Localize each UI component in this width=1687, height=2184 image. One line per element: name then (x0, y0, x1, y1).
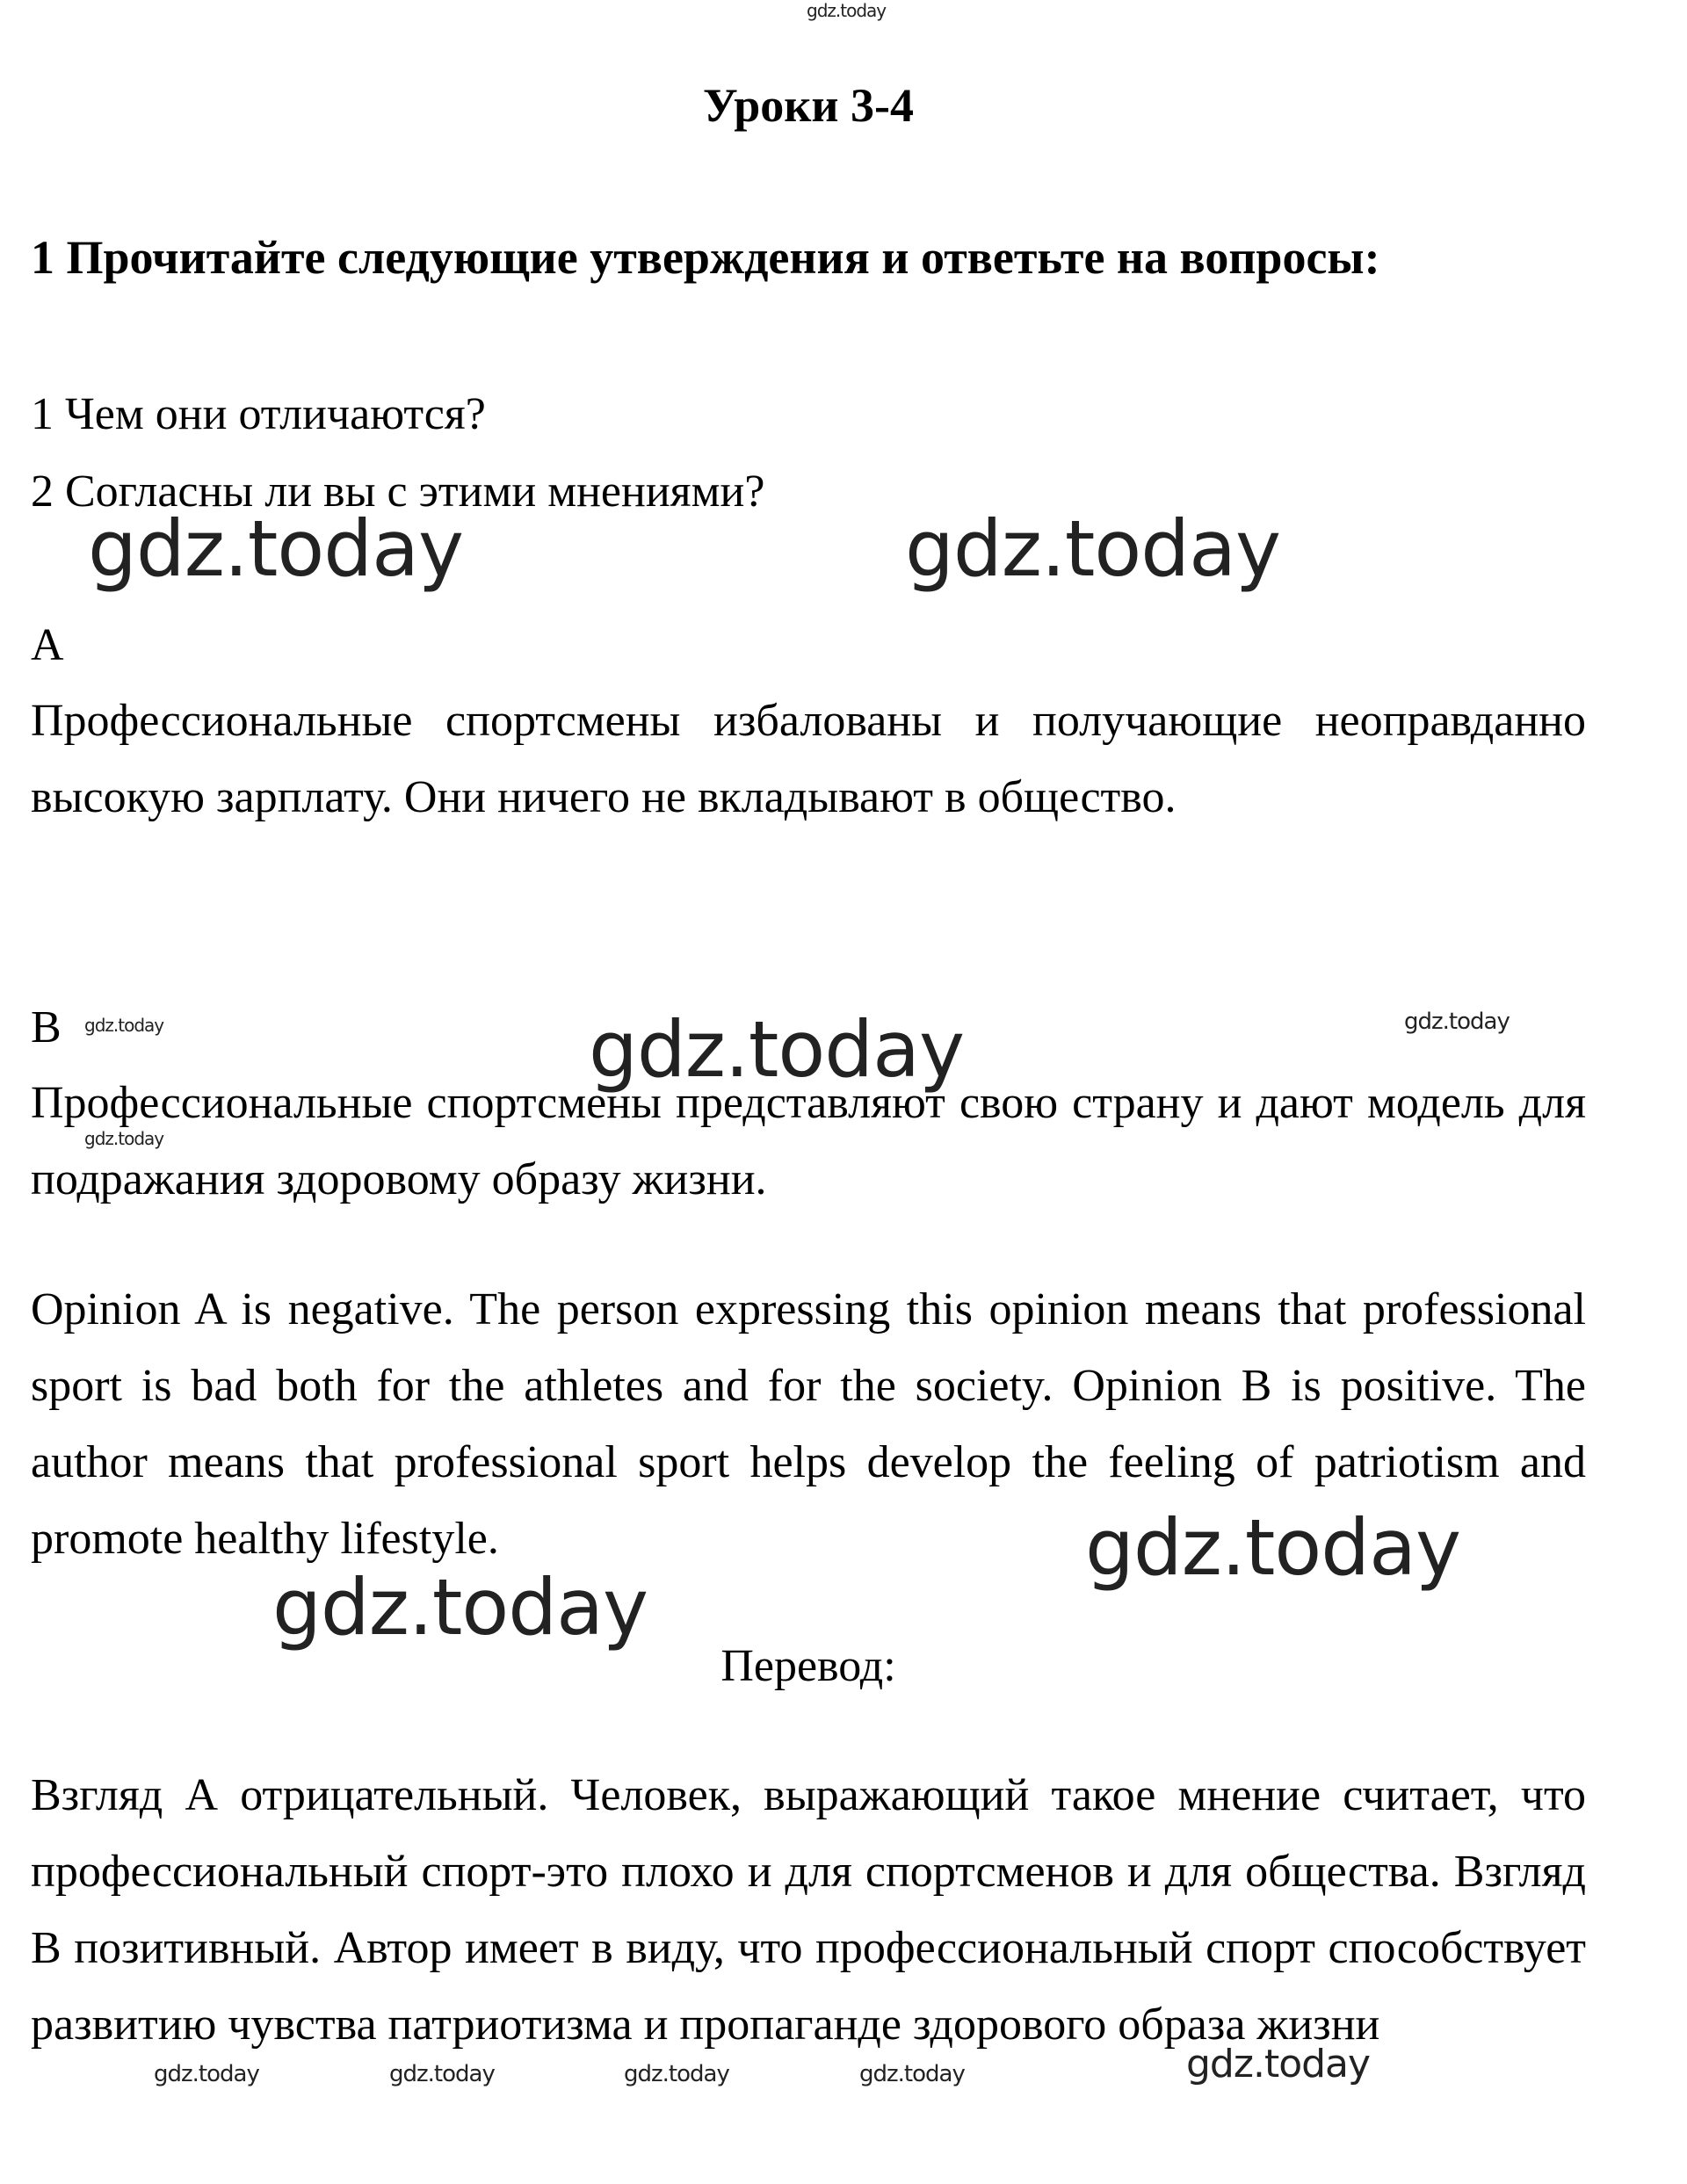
watermark: gdz.today (154, 2061, 259, 2087)
header-watermark: gdz.today (807, 0, 887, 21)
watermark: gdz.today (84, 1015, 164, 1036)
opinion-b-text: Профессиональные спортсмены представляют свою страну и дают модель для подражания здоровому образу жизни. (31, 1078, 1586, 1204)
watermark: gdz.today (1085, 1502, 1461, 1593)
page-title: Уроки 3-4 (703, 79, 914, 132)
answer-english: Opinion A is negative. The person expressing this opinion means that professional sport is bad both for the athletes and for the society. Opinion B is positive. The author means that professional sport helps develop the feeling of patriotism and promote healthy lifestyle. (31, 1284, 1586, 1564)
watermark: gdz.today (905, 503, 1281, 594)
translation-russian: Взгляд А отрицательный. Человек, выражающий такое мнение считает, что профессиональный спорт-это плохо и для спортсменов и для общества. Взгляд В позитивный. Автор имеет в виду, что профессиональный спорт способствует развитию чувства патриотизма и пропаганде здорового образа жизни (31, 1770, 1586, 2050)
translation-heading: Перевод: (720, 1641, 896, 1691)
watermark: gdz.today (88, 503, 464, 594)
watermark: gdz.today (1404, 1009, 1510, 1035)
opinion-a-label: А (31, 620, 64, 670)
watermark: gdz.today (272, 1562, 648, 1652)
watermark: gdz.today (624, 2061, 729, 2087)
watermark: gdz.today (389, 2061, 495, 2087)
question-2: 2 Согласны ли вы с этими мнениями? (31, 466, 765, 517)
watermark: gdz.today (859, 2061, 965, 2087)
question-1: 1 Чем они отличаются? (31, 389, 486, 439)
watermark: gdz.today (589, 1004, 965, 1095)
opinion-a-text: Профессиональные спортсмены избалованы и получающие неоправданно высокую зарплату. Они ничего не вкладывают в общество. (31, 696, 1586, 822)
task-heading: 1 Прочитайте следующие утверждения и ответьте на вопросы: (31, 231, 1380, 284)
watermark: gdz.today (84, 1128, 164, 1149)
watermark: gdz.today (1186, 2042, 1371, 2086)
opinion-b-label: В (31, 1002, 62, 1052)
